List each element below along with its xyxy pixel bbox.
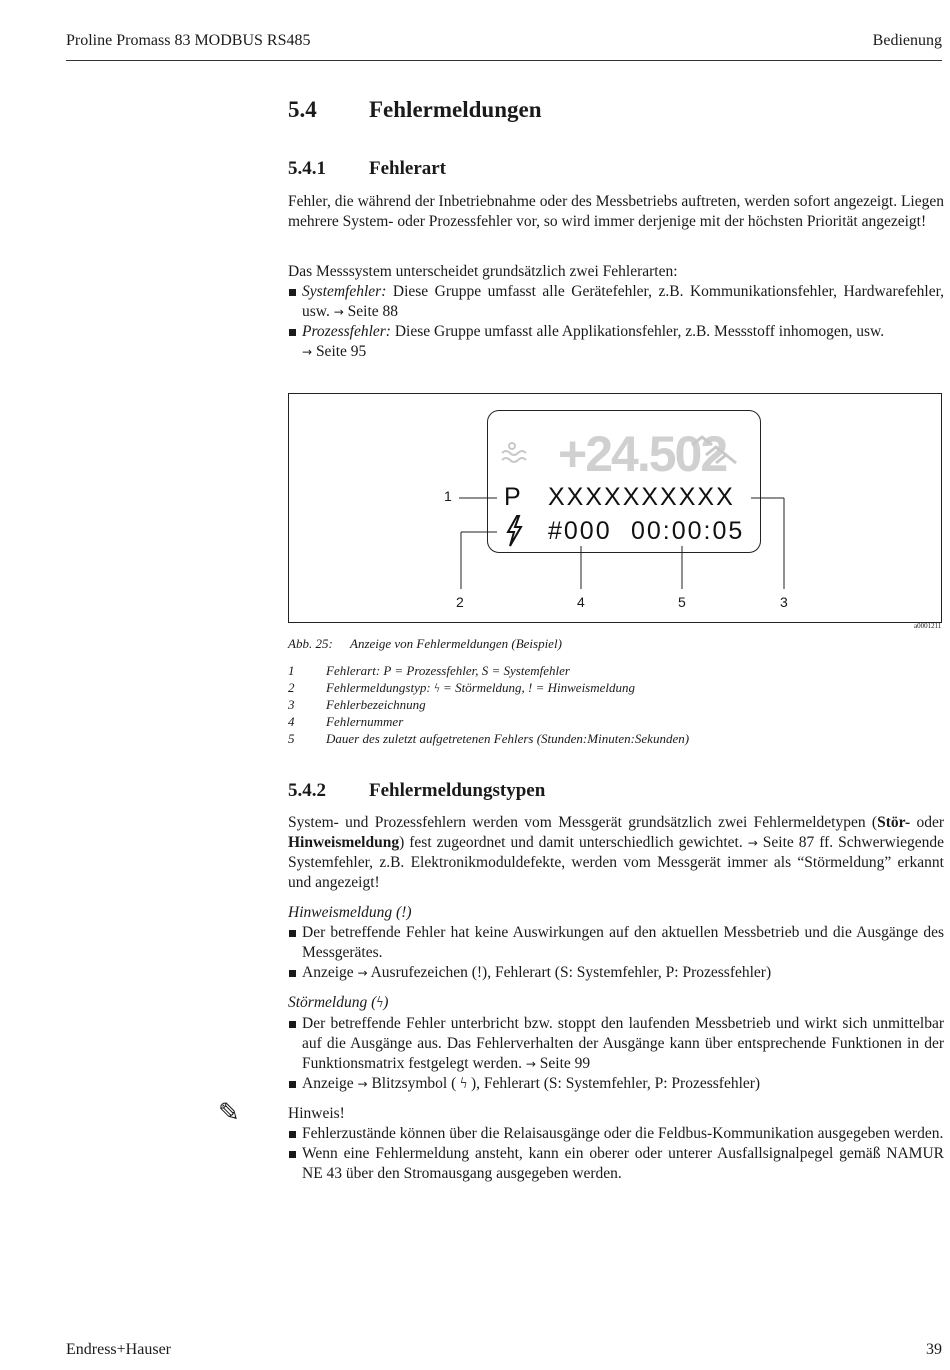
list-text: Anzeige bbox=[302, 964, 358, 981]
list-item bbox=[288, 1074, 944, 1094]
process-error-text: Diese Gruppe umfasst alle Applikationsfehler, z.B. Messstoff inhomogen, usw. bbox=[390, 323, 885, 340]
subsection-1-heading bbox=[288, 158, 446, 180]
subsection-1-title: Fehlerart bbox=[369, 158, 447, 179]
pencil-icon: ✎ bbox=[218, 1098, 240, 1128]
display-figure bbox=[288, 393, 942, 623]
callout-4: 4 bbox=[577, 594, 585, 610]
subsection-2-title: Fehlermeldungstypen bbox=[369, 780, 546, 801]
subsection-2-paragraph bbox=[288, 813, 944, 893]
lightning-icon bbox=[504, 515, 524, 547]
right-arrow-icon: → bbox=[302, 345, 313, 359]
error-duration: 00:00:05 bbox=[631, 517, 745, 545]
subsection-1-paragraph-2: Das Messsystem unterscheidet grundsätzlich zwei Fehlerarten: bbox=[288, 263, 678, 280]
fault-message-title: Störmeldung (ϟ) bbox=[288, 994, 389, 1011]
page-number: 39 bbox=[926, 1341, 942, 1358]
notice-message-list bbox=[288, 923, 944, 983]
figure-caption bbox=[288, 636, 562, 652]
section-title: Fehlermeldungen bbox=[369, 97, 542, 122]
legend-number: 4 bbox=[288, 714, 295, 729]
paragraph-text: Schwerwiegende Systemfehler, z.B. Elektronikmoduldefekte, werden vom Messgerät immer als “Störmeldung” erkannt und angezeigt! bbox=[288, 834, 945, 891]
header-rule bbox=[66, 60, 942, 61]
legend-row bbox=[288, 730, 689, 747]
legend-number: 3 bbox=[288, 697, 295, 712]
list-item bbox=[288, 322, 944, 362]
wave-icon bbox=[500, 441, 532, 467]
right-arrow-icon: → bbox=[357, 966, 368, 980]
system-error-term: Systemfehler: bbox=[302, 283, 387, 300]
callout-1: 1 bbox=[444, 488, 452, 504]
callout-3: 3 bbox=[780, 594, 788, 610]
legend-text: Fehlerart: P = Prozessfehler, S = Systemfehler bbox=[326, 663, 570, 678]
measured-value: +24.502 bbox=[558, 426, 727, 482]
error-type-list bbox=[288, 282, 944, 362]
paragraph-text: oder bbox=[910, 814, 944, 831]
right-arrow-icon: → bbox=[747, 836, 758, 850]
legend-row bbox=[288, 713, 689, 730]
error-type: P bbox=[504, 483, 523, 511]
paragraph-text: ) fest zugeordnet und damit unterschiedlich gewichtet. bbox=[399, 834, 748, 851]
page-reference[interactable]: Seite 88 bbox=[343, 303, 399, 320]
list-item: Der betreffende Fehler hat keine Auswirkungen auf den aktuellen Messbetrieb und die Ausgänge des Messgerätes. bbox=[288, 923, 944, 963]
legend-text: Dauer des zuletzt aufgetretenen Fehlers (Stunden:Minuten:Sekunden) bbox=[326, 731, 690, 746]
legend-text: Fehlerbezeichnung bbox=[326, 697, 426, 712]
page-reference[interactable]: Seite 99 bbox=[535, 1055, 591, 1072]
list-text: Blitzsymbol ( ϟ ), Fehlerart (S: Systemfehler, P: Prozessfehler) bbox=[367, 1075, 761, 1092]
list-item: Wenn eine Fehlermeldung ansteht, kann ein oberer oder unterer Ausfallsignalpegel gemäß NAMUR NE 43 über den Stromausgang ausgegeben werden. bbox=[288, 1144, 944, 1184]
legend-text: Fehlernummer bbox=[326, 714, 404, 729]
right-arrow-icon: → bbox=[357, 1077, 368, 1091]
list-item bbox=[288, 1014, 944, 1074]
fault-message-bold: Stör- bbox=[877, 814, 911, 831]
flow-icon bbox=[688, 433, 738, 467]
page-reference[interactable]: Seite 87 ff. bbox=[757, 834, 834, 851]
footer-company: Endress+Hauser bbox=[66, 1341, 171, 1358]
notice-message-bold: Hinweismeldung bbox=[288, 834, 400, 851]
legend-text: Fehlermeldungstyp: ϟ = Störmeldung, ! = Hinweismeldung bbox=[326, 680, 636, 695]
error-number: #000 bbox=[548, 517, 612, 545]
legend-number: 2 bbox=[288, 680, 295, 695]
note-title: Hinweis! bbox=[288, 1105, 345, 1122]
legend-number: 1 bbox=[288, 663, 295, 678]
legend-row bbox=[288, 662, 689, 679]
legend-number: 5 bbox=[288, 731, 295, 746]
figure-label: Abb. 25: bbox=[288, 636, 333, 651]
figure-caption-text: Anzeige von Fehlermeldungen (Beispiel) bbox=[350, 636, 562, 651]
error-designation: XXXXXXXXXX bbox=[548, 483, 735, 511]
list-item bbox=[288, 963, 944, 983]
section-number: 5.4 bbox=[288, 97, 317, 122]
callout-5: 5 bbox=[678, 594, 686, 610]
subsection-2-heading bbox=[288, 780, 545, 802]
subsection-1-number: 5.4.1 bbox=[288, 158, 326, 179]
right-arrow-icon: → bbox=[525, 1057, 536, 1071]
note-list bbox=[288, 1124, 944, 1184]
paragraph-text: System- und Prozessfehlern werden vom Messgerät grundsätzlich zwei Fehlermeldetypen ( bbox=[288, 814, 878, 831]
right-arrow-icon: → bbox=[333, 305, 344, 319]
notice-message-title: Hinweismeldung (!) bbox=[288, 904, 412, 921]
page-reference[interactable]: Seite 95 bbox=[312, 343, 367, 360]
lcd-display bbox=[487, 410, 761, 553]
callout-2: 2 bbox=[456, 594, 464, 610]
list-text: Ausrufezeichen (!), Fehlerart (S: Systemfehler, P: Prozessfehler) bbox=[367, 964, 772, 981]
section-heading bbox=[288, 97, 542, 123]
list-item bbox=[288, 282, 944, 322]
fault-message-list bbox=[288, 1014, 944, 1094]
figure-legend bbox=[288, 662, 689, 747]
legend-row bbox=[288, 679, 689, 696]
header-chapter: Bedienung bbox=[872, 32, 942, 49]
subsection-2-number: 5.4.2 bbox=[288, 780, 326, 801]
list-item: Fehlerzustände können über die Relaisausgänge oder die Feldbus-Kommunikation ausgegeben werden. bbox=[288, 1124, 944, 1144]
subsection-1-paragraph-1: Fehler, die während der Inbetriebnahme oder des Messbetriebs auftreten, werden sofort angezeigt. Liegen mehrere System- oder Prozessfehler vor, so wird immer derjenige mit der höchsten Priorität angezeigt! bbox=[288, 193, 944, 230]
process-error-term: Prozessfehler: bbox=[302, 323, 391, 340]
legend-row bbox=[288, 696, 689, 713]
system-error-text: Diese Gruppe umfasst alle Gerätefehler, z.B. Kommunikationsfehler, Hardwarefehler, usw. bbox=[302, 283, 944, 320]
list-text: Der betreffende Fehler unterbricht bzw. stoppt den laufenden Messbetrieb und wirkt sich unmittelbar auf die Ausgänge aus. Das Fehlerverhalten der Ausgänge kann über entsprechende Funktionen in der Funktionsmatrix festgelegt werden. bbox=[302, 1015, 944, 1072]
list-text: Anzeige bbox=[302, 1075, 358, 1092]
figure-id: a0001211 bbox=[914, 622, 942, 630]
header-product: Proline Promass 83 MODBUS RS485 bbox=[66, 32, 311, 49]
